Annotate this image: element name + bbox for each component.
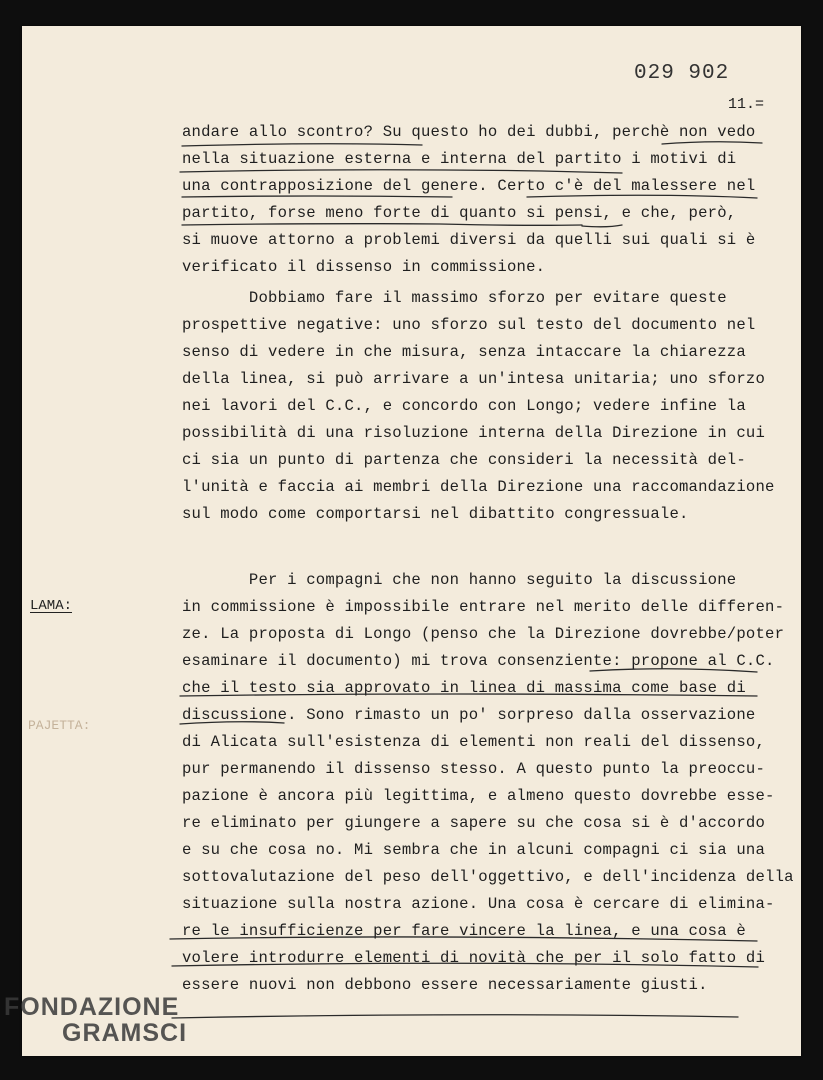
text-line: nei lavori del C.C., e concordo con Longo; vedere infine la <box>182 397 746 415</box>
page-number: 11.= <box>728 96 765 113</box>
text-line: volere introdurre elementi di novità che per il solo fatto di <box>182 949 766 967</box>
text-line: essere nuovi non debbono essere necessariamente giusti. <box>182 976 708 994</box>
underline-mark <box>182 196 452 197</box>
watermark-line-2: GRAMSCI <box>62 1019 188 1047</box>
faded-speaker-label: PAJETTA: <box>28 718 91 733</box>
text-line: pazione è ancora più legittima, e almeno questo dovrebbe esse- <box>182 787 775 805</box>
text-line: re le insufficienze per fare vincere la linea, e una cosa è <box>182 922 746 940</box>
text-line: Per i compagni che non hanno seguito la discussione <box>182 571 737 589</box>
text-line: che il testo sia approvato in linea di massima come base di <box>182 679 746 697</box>
text-line: si muove attorno a problemi diversi da quelli sui quali si è <box>182 231 756 249</box>
text-line: re eliminato per giungere a sapere su che cosa si è d'accordo <box>182 814 766 832</box>
text-line: discussione. Sono rimasto un po' sorpreso dalla osservazione <box>182 706 756 724</box>
text-line: esaminare il documento) mi trova consenziente: propone al C.C. <box>182 652 775 670</box>
text-line: sottovalutazione del peso dell'oggettivo, e dell'incidenza della <box>182 868 794 886</box>
text-line: pur permanendo il dissenso stesso. A questo punto la preoccu- <box>182 760 766 778</box>
underline-mark <box>180 170 622 173</box>
text-line: l'unità e faccia ai membri della Direzione una raccomandazione <box>182 478 775 496</box>
text-line: prospettive negative: uno sforzo sul testo del documento nel <box>182 316 756 334</box>
text-line: senso di vedere in che misura, senza intaccare la chiarezza <box>182 343 746 361</box>
text-line: sul modo come comportarsi nel dibattito congressuale. <box>182 505 689 523</box>
underline-mark <box>182 224 582 226</box>
text-line: nella situazione esterna e interna del partito i motivi di <box>182 150 737 168</box>
text-line: possibilità di una risoluzione interna della Direzione in cui <box>182 424 766 442</box>
text-line: ze. La proposta di Longo (penso che la Direzione dovrebbe/poter <box>182 625 785 643</box>
text-line: di Alicata sull'esistenza di elementi non reali del dissenso, <box>182 733 766 751</box>
archive-number: 029 902 <box>634 62 730 85</box>
underline-mark <box>662 142 762 144</box>
fondazione-gramsci-watermark <box>4 994 187 1046</box>
text-line: partito, forse meno forte di quanto si pensi, e che, però, <box>182 204 737 222</box>
text-line: della linea, si può arrivare a un'intesa unitaria; uno sforzo <box>182 370 766 388</box>
document-page <box>22 26 801 1056</box>
text-line: andare allo scontro? Su questo ho dei dubbi, perchè non vedo <box>182 123 756 141</box>
text-line: Dobbiamo fare il massimo sforzo per evitare queste <box>182 289 727 307</box>
text-line: verificato il dissenso in commissione. <box>182 258 546 276</box>
text-line: situazione sulla nostra azione. Una cosa è cercare di elimina- <box>182 895 775 913</box>
underline-mark <box>582 225 622 227</box>
speaker-label: LAMA: <box>30 598 73 614</box>
text-line: in commissione è impossibile entrare nel merito delle differen- <box>182 598 785 616</box>
underline-mark <box>172 1015 738 1018</box>
text-line: ci sia un punto di partenza che consideri la necessità del- <box>182 451 746 469</box>
text-line: una contrapposizione del genere. Certo c'è del malessere nel <box>182 177 756 195</box>
watermark-line-1: FONDAZIONE <box>4 993 180 1021</box>
underline-mark <box>182 144 422 146</box>
text-line: e su che cosa no. Mi sembra che in alcuni compagni ci sia una <box>182 841 766 859</box>
